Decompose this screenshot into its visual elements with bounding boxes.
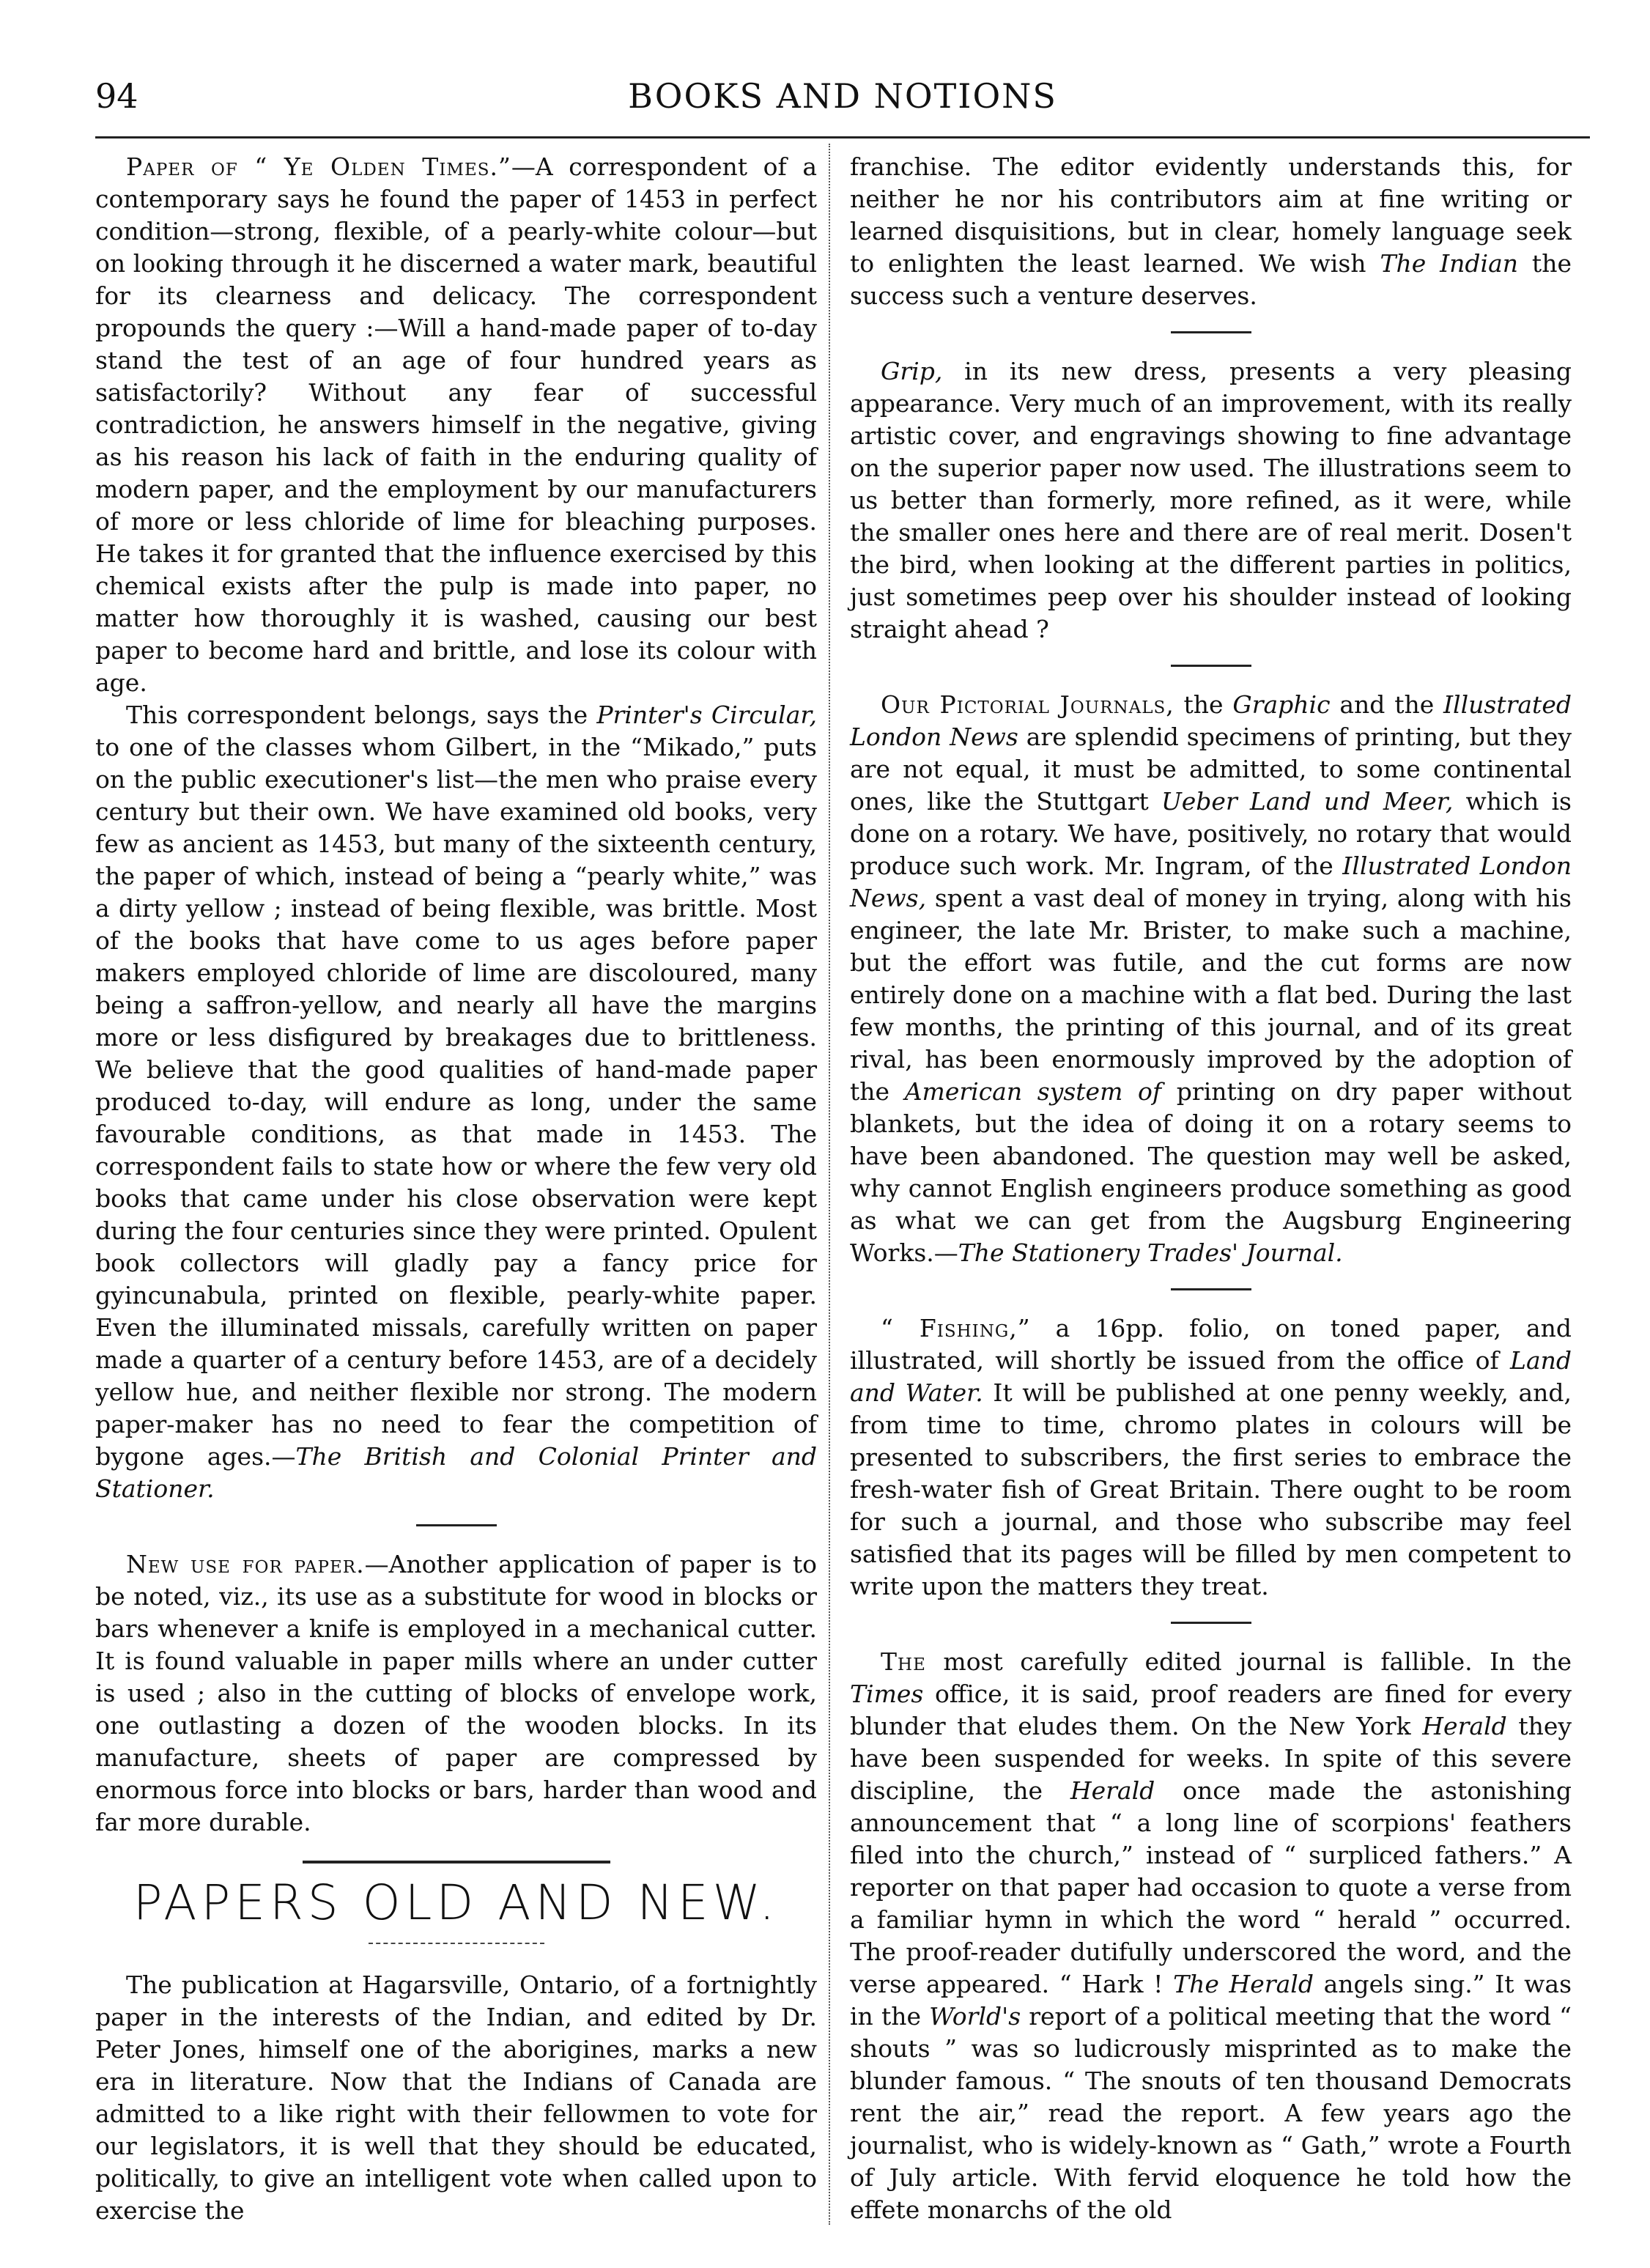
page-number: 94 — [95, 76, 138, 116]
article-paragraph — [850, 1646, 1572, 2226]
article-text: spent a vast deal of money in trying, along with his engineer, the late Mr. Brister, to make such a machine, but the effort was futile, and the cut forms are now entirely done on a machine with a flat bed. During the last few months, the printing of this journal, and of its great rival, has been enormously improved by the adoption of the — [850, 884, 1572, 1106]
article-text: to one of the classes whom Gilbert, in the “Mikado,” puts on the public executioner's list—the men who praise every century but their own. We have examined old books, very few as ancient as 1453, but many of the sixteenth century, the paper of which, instead of being a “pearly white,” was a dirty yellow ; instead of being flexible, was brittle. Most of the books that have come to us ages before paper makers employed chloride of lime are discoloured, many being a saffron-yellow, and nearly all have the margins more or less disfigured by breakages due to brittleness. We believe that the good qualities of hand-made paper produced to-day, will endure as long, under the same favourable conditions, as that made in 1453. The correspondent fails to state how or where the few very old books that came under his close observation were kept during the four centuries since they were printed. Opulent book collectors will gladly pay a fancy price for gyincunabula, printed on flexible, pearly-white paper. Even the illuminated missals, carefully written on paper made a quarter of a century before 1453, are of a decidely yellow hue, and neither flexible nor strong. The modern paper-maker has no need to fear the competition of bygone ages.— — [95, 733, 817, 1471]
publication-title: Grip, — [881, 357, 943, 385]
item-separator — [1171, 1622, 1251, 1624]
publication-title: World's — [929, 2002, 1021, 2031]
article-paragraph — [850, 689, 1572, 1269]
article-text: in its new dress, presents a very pleasing appearance. Very much of an improvement, with its really artistic cover, and engravings showing to fine advantage on the superior paper now used. The illustrations seem to us better than formerly, more refined, as it were, while the smaller ones here and there are of real merit. Dosen't the bird, when looking at the different parties in politics, just sometimes peep over his shoulder instead of looking straight ahead ? — [850, 357, 1572, 643]
page-header — [95, 73, 1590, 125]
article-fishing — [850, 1312, 1572, 1603]
publication-title: The Indian — [1380, 249, 1519, 278]
source-credit: The Stationery Trades' Journal. — [958, 1238, 1343, 1267]
article-text: most carefully edited journal is fallible. In the — [925, 1647, 1572, 1676]
section-heading: PAPERS OLD AND NEW. — [133, 1874, 780, 1931]
article-lead: The — [881, 1647, 926, 1676]
article-lead: Our Pictorial Journals, — [881, 690, 1174, 719]
publication-title: The Herald — [1173, 1970, 1314, 1998]
article-text: the success such a venture deserves. — [850, 249, 1572, 310]
article-text: once made the astonishing announcement that “ a long line of scorpions' feathers filed into the church,” instead of “ surpliced fathers.” A reporter on that paper had occasion to quote a verse from a familiar hymn in which the word “ herald ” occurred. The proof-reader dutifully underscored the word, and the verse appeared. “ Hark ! — [850, 1776, 1572, 1998]
right-column — [850, 151, 1572, 2245]
article-text: the — [1174, 690, 1233, 719]
publication-title: Illustrated London News, — [850, 852, 1572, 912]
running-title: BOOKS AND NOTIONS — [628, 76, 1057, 116]
article-paragraph — [850, 151, 1572, 312]
item-separator — [1171, 331, 1251, 333]
item-separator — [1171, 1288, 1251, 1290]
article-text: printing on dry paper without blankets, but the idea of doing it on a rotary seems to have been abandoned. The question may well be asked, why cannot English engineers produce something as good as what we can get from the Augsburg Engineering Works.— — [850, 1077, 1572, 1267]
item-separator — [1171, 665, 1251, 667]
article-indian-paper-continued — [850, 151, 1572, 312]
article-pictorial-journals — [850, 689, 1572, 1269]
article-text: report of a political meeting that the word “ shouts ” was so ludicrously misprinted as to make the blunder famous. “ The snouts of ten thousand Democrats rent the air,” read the report. A few years ago the journalist, who is widely-known as “ Gath,” wrote a Fourth of July article. With fervid eloquence he told how the effete monarchs of the old — [850, 2002, 1572, 2224]
article-paragraph — [95, 699, 817, 1505]
article-paragraph: The publication at Hagarsville, Ontario, of a fortnightly paper in the interests of the Indian, and edited by Dr. Peter Jones, himself one of the aborigines, marks a new era in literature. Now that the Indians of Canada are admitted to a like right with their fellowmen to vote for our legislators, it is well that they should be educated, politically, to give an intelligent vote when called upon to exercise the — [95, 1970, 817, 2225]
article-text: are splendid specimens of printing, but they are not equal, it must be admitted, to some continental ones, like the Stuttgart — [850, 723, 1572, 816]
article-text: —Another application of paper is to be noted, viz., its use as a substitute for wood in blocks or bars whenever a knife is employed in a mechanical cutter. It is found valuable in paper mills where an under cutter is used ; also in the cutting of blocks of envelope work, one outlasting a dozen of the wooden blocks. In its manufacture, sheets of paper are compressed by enormous force into blocks or bars, harder than wood and far more durable. — [95, 1550, 817, 1836]
article-text: they have been suspended for weeks. In spite of this severe discipline, the — [850, 1712, 1572, 1805]
article-text: This correspondent belongs, says the — [126, 701, 597, 729]
source-title: Printer's Circular, — [596, 701, 818, 729]
article-text: a 16pp. folio, on toned paper, and illustrated, will shortly be issued from the office of — [850, 1314, 1572, 1375]
publication-title: Illustrated London News — [850, 690, 1572, 751]
article-paragraph — [850, 1312, 1572, 1603]
article-text: office, it is said, proof readers are fined for every blunder that eludes them. On the New York — [850, 1680, 1572, 1740]
publication-title: Herald — [1070, 1776, 1155, 1805]
article-lead: “ Fishing,” — [881, 1314, 1031, 1342]
article-edited-journal — [850, 1646, 1572, 2226]
article-text: angels sing.” It was in the — [850, 1970, 1572, 2031]
article-paragraph — [95, 151, 817, 699]
article-lead: New use for paper. — [126, 1550, 365, 1578]
article-text: which is done on a rotary. We have, positively, no rotary that would produce such work. Mr. Ingram, of the — [850, 787, 1572, 880]
article-lead: Paper of “ Ye Olden Times.” — [126, 152, 511, 181]
left-column — [95, 151, 817, 2246]
publication-title: Ueber Land und Meer, — [1161, 787, 1454, 816]
header-rule — [95, 136, 1590, 138]
publication-title: Land and Water. — [850, 1346, 1572, 1407]
article-grip — [850, 355, 1572, 646]
section-rule — [303, 1861, 610, 1863]
publication-title: Graphic — [1232, 690, 1331, 719]
emphasis: American system of — [904, 1077, 1162, 1106]
article-text: franchise. The editor evidently understands this, for neither he nor his contributors aim at fine writing or learned disquisitions, but in clear, homely language seek to enlighten the least learned. We wish — [850, 152, 1572, 278]
publication-title: Times — [850, 1680, 924, 1708]
article-paragraph — [95, 1548, 817, 1839]
article-indian-paper — [95, 1969, 817, 2227]
article-paragraph — [850, 355, 1572, 646]
publication-title: Herald — [1422, 1712, 1507, 1740]
source-credit: The British and Colonial Printer and Stationer. — [95, 1442, 817, 1503]
section-subrule — [369, 1943, 544, 1944]
column-divider — [829, 144, 830, 2225]
article-paper-of-ye-olden-times — [95, 151, 817, 1505]
article-text: It will be published at one penny weekly, and, from time to time, chromo plates in colours will be presented to subscribers, the first series to embrace the fresh-water fish of Great Britain. There ought to be room for such a journal, and those who subscribe may feel satisfied that its pages will be filled by men competent to write upon the matters they treat. — [850, 1378, 1572, 1600]
item-separator — [416, 1524, 497, 1526]
article-text: and the — [1330, 690, 1444, 719]
article-new-use-for-paper — [95, 1548, 817, 1839]
article-text: —A correspondent of a contemporary says he found the paper of 1453 in perfect condition—strong, flexible, of a pearly-white colour—but on looking through it he discerned a water mark, beautiful for its clearness and delicacy. The correspondent propounds the query :—Will a hand-made paper of to-day stand the test of an age of four hundred years as satisfactorily? Without any fear of successful contradiction, he answers himself in the negative, giving as his reason his lack of faith in the enduring quality of modern paper, and the employment by our manufacturers of more or less chloride of lime for bleaching purposes. He takes it for granted that the influence exercised by this chemical exists after the pulp is made into paper, no matter how thoroughly it is washed, causing our best paper to become hard and brittle, and lose its colour with age. — [95, 152, 817, 697]
